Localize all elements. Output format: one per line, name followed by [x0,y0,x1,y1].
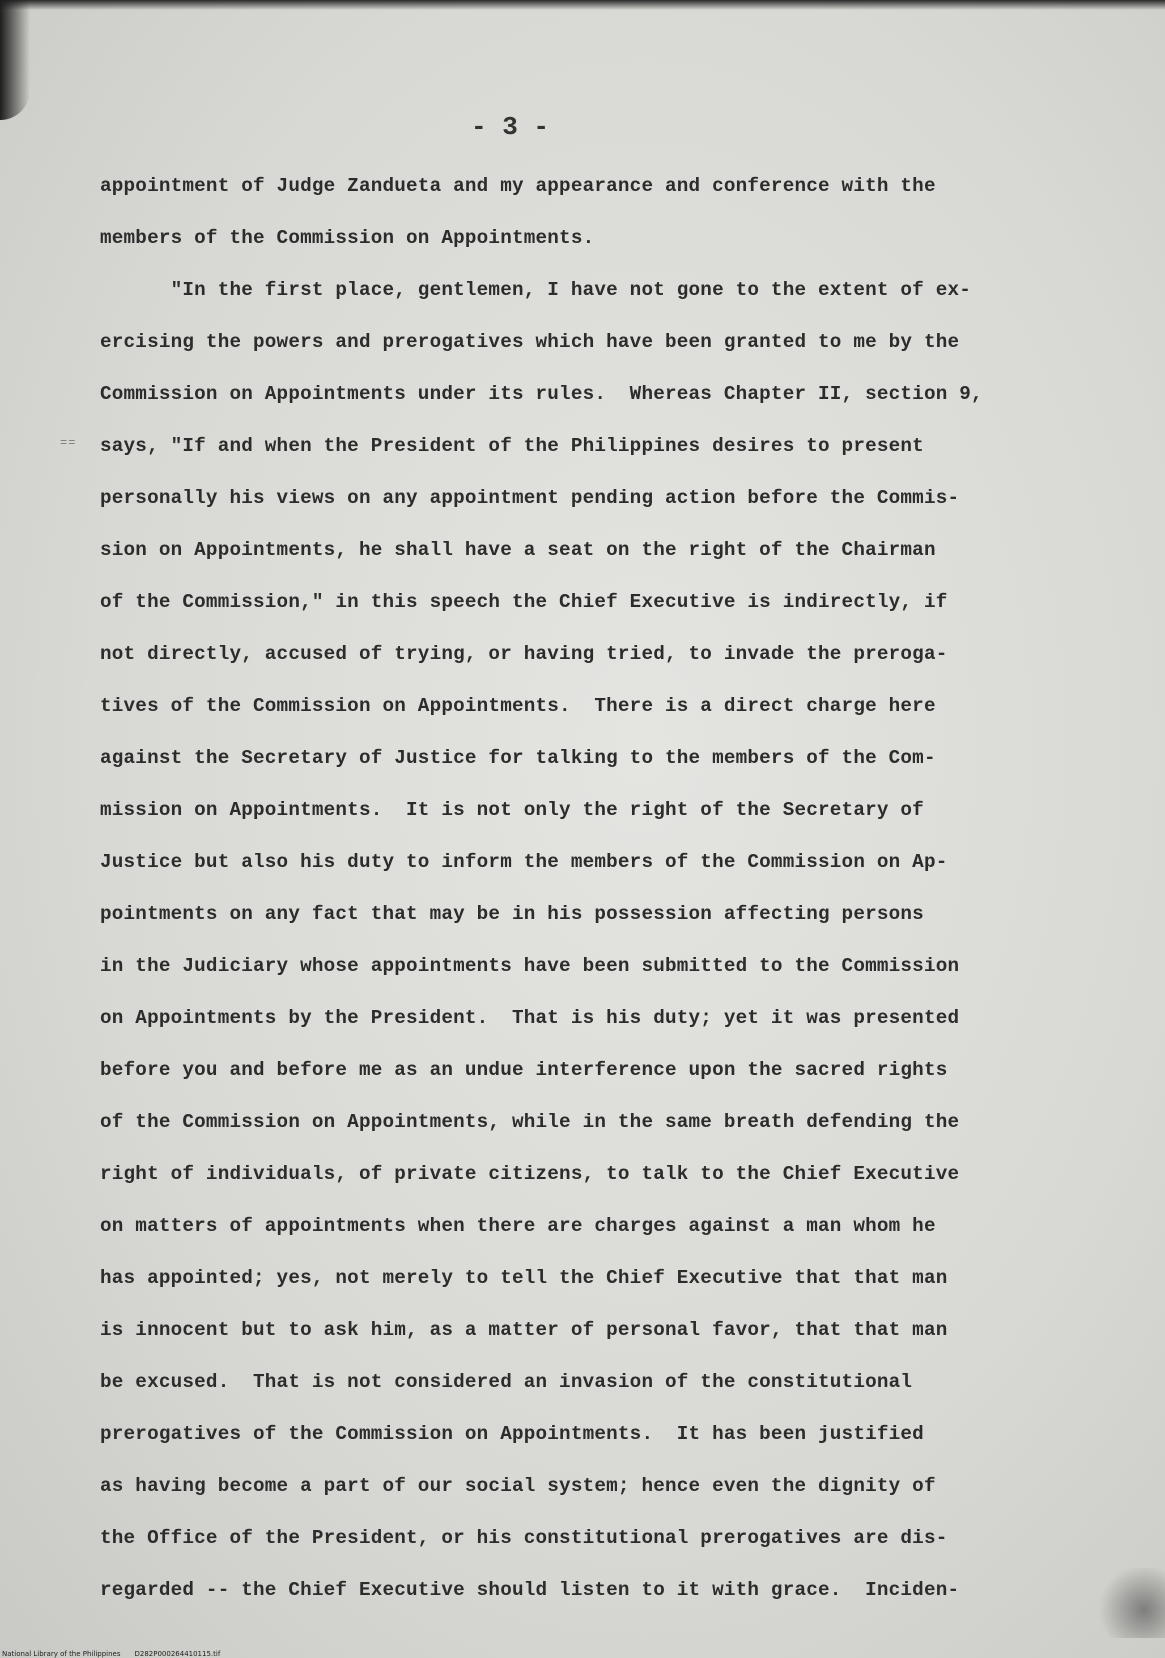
typed-text-body [100,160,1140,1616]
text-line: personally his views on any appointment pending action before the Commis- [100,487,960,509]
text-line: Commission on Appointments under its rules. Whereas Chapter II, section 9, [100,383,983,405]
text-line: tives of the Commission on Appointments. There is a direct charge here [100,695,936,717]
text-line: Justice but also his duty to inform the members of the Commission on Ap- [100,851,948,873]
text-line: "In the first place, gentlemen, I have not gone to the extent of ex- [100,279,972,301]
text-line: regarded -- the Chief Executive should listen to it with grace. Inciden- [100,1579,960,1601]
text-line: pointments on any fact that may be in his possession affecting persons [100,903,924,925]
text-line: is innocent but to ask him, as a matter of personal favor, that that man [100,1319,948,1341]
footer-library: National Library of the Philippines [2,1650,121,1658]
text-line: not directly, accused of trying, or having tried, to invade the preroga- [100,643,948,665]
page-number: - 3 - [470,112,549,142]
scan-left-edge [0,0,30,120]
text-line: on matters of appointments when there are charges against a man whom he [100,1215,936,1237]
scan-top-edge [0,0,1165,10]
text-line: mission on Appointments. It is not only the right of the Secretary of [100,799,924,821]
text-line: says, "If and when the President of the Philippines desires to present [100,435,924,457]
text-line: of the Commission," in this speech the Chief Executive is indirectly, if [100,591,948,613]
text-line: right of individuals, of private citizens, to talk to the Chief Executive [100,1163,960,1185]
text-line: ercising the powers and prerogatives which have been granted to me by the [100,331,960,353]
text-line: prerogatives of the Commission on Appointments. It has been justified [100,1423,924,1445]
text-line: against the Secretary of Justice for talking to the members of the Com- [100,747,936,769]
text-line: of the Commission on Appointments, while in the same breath defending the [100,1111,960,1133]
text-line: before you and before me as an undue interference upon the sacred rights [100,1059,948,1081]
text-line: on Appointments by the President. That is his duty; yet it was presented [100,1007,960,1029]
text-line: the Office of the President, or his constitutional prerogatives are dis- [100,1527,948,1549]
text-line: has appointed; yes, not merely to tell the Chief Executive that that man [100,1267,948,1289]
text-line: in the Judiciary whose appointments have been submitted to the Commission [100,955,960,977]
text-line: members of the Commission on Appointments. [100,227,595,249]
margin-mark: == [60,436,77,450]
text-line: sion on Appointments, he shall have a seat on the right of the Chairman [100,539,936,561]
text-line: be excused. That is not considered an invasion of the constitutional [100,1371,913,1393]
scan-footer [2,1650,234,1658]
text-line: appointment of Judge Zandueta and my appearance and conference with the [100,175,936,197]
text-line: as having become a part of our social system; hence even the dignity of [100,1475,936,1497]
footer-file-id: D282P000264410115.tif [134,1650,221,1658]
